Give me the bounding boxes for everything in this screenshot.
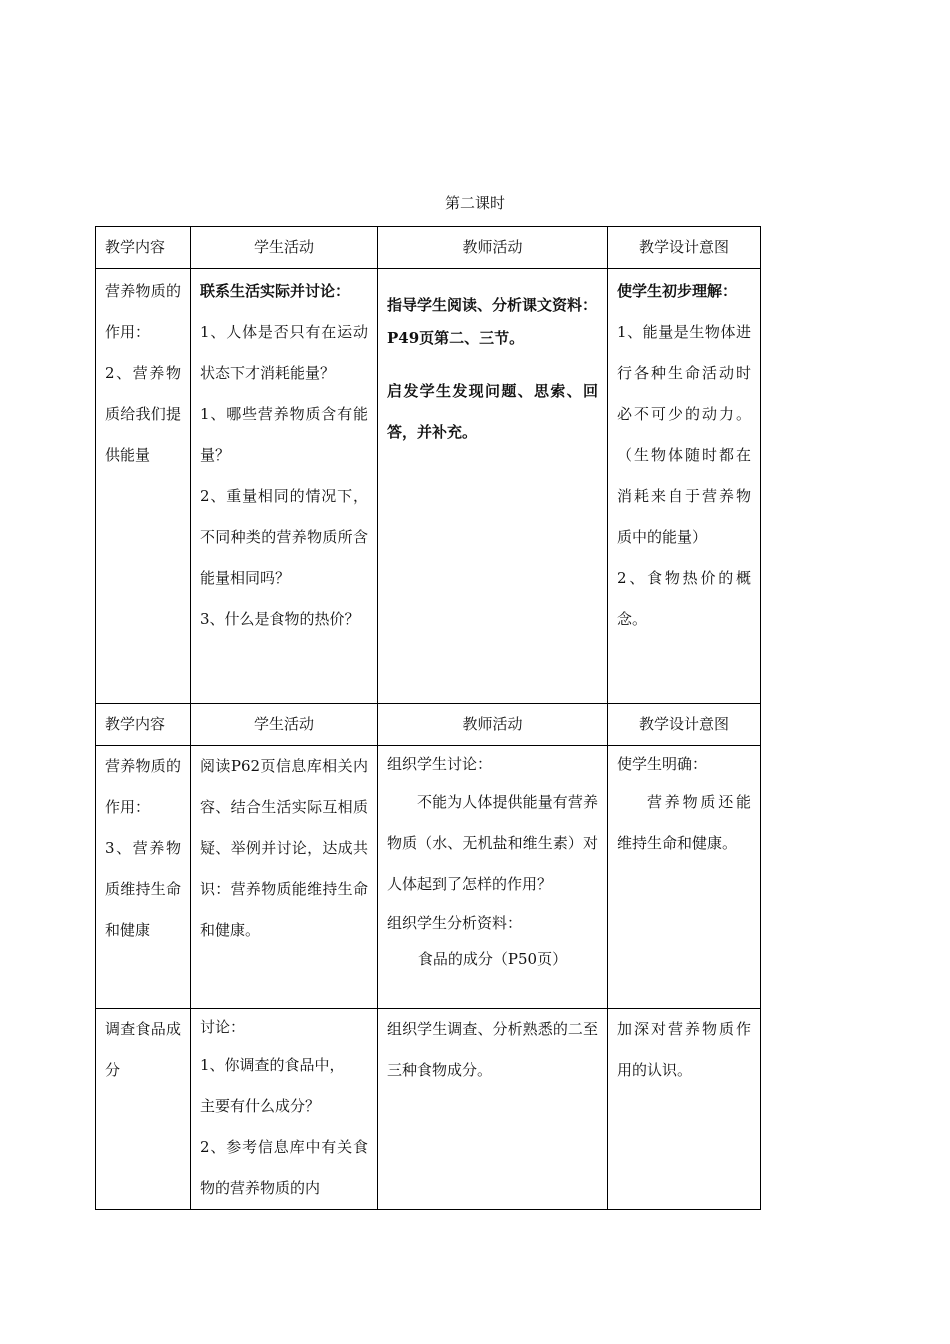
student-question: 3、什么是食物的热价？ (200, 610, 360, 628)
header-design-intent: 教学设计意图 (608, 227, 761, 269)
teacher-line: 食品的成分（P50页） (417, 950, 568, 968)
intent-line: 营养物质还能维持生命和健康。 (617, 793, 751, 852)
table-header-row (96, 227, 761, 269)
teacher-line: P49页第二、三节。 (387, 329, 525, 347)
student-line: 讨论： (200, 1018, 246, 1036)
header-content: 教学内容 (96, 227, 191, 269)
student-heading: 联系生活实际并讨论： (200, 282, 351, 300)
intent-line: 2、食物热价的概念。 (617, 569, 751, 628)
teacher-line: 启发学生发现问题、思索、回答，并补充。 (387, 382, 598, 441)
content-line: 营养物质的作用： (105, 757, 181, 816)
intent-line: 使学生明确： (617, 755, 708, 773)
table-header-row (96, 704, 761, 746)
student-line: 主要有什么成分？ (200, 1097, 321, 1115)
header-student-activity: 学生活动 (191, 227, 378, 269)
table-row (96, 1009, 761, 1210)
content-cell (96, 269, 191, 704)
student-activity-cell (191, 1009, 378, 1210)
content-line: 3、营养物质维持生命和健康 (105, 839, 181, 939)
page-title: 第二课时 (444, 194, 505, 212)
content-line: 营养物质的作用： (105, 282, 181, 341)
header-content: 教学内容 (96, 704, 191, 746)
intent-heading: 使学生初步理解： (617, 282, 738, 300)
student-question: 1、哪些营养物质含有能量？ (200, 405, 368, 464)
student-activity-cell: 阅读P62页信息库相关内容、结合生活实际互相质疑、举例并讨论，达成共识：营养物质能维持生命和健康。 (191, 746, 378, 1009)
table-row (96, 746, 761, 1009)
header-student-activity: 学生活动 (191, 704, 378, 746)
student-line: 1、你调查的食品中， (200, 1056, 345, 1074)
teacher-line: 指导学生阅读、分析课文资料： (387, 296, 598, 314)
content-cell (96, 746, 191, 1009)
student-question: 1、人体是否只有在运动状态下才消耗能量？ (200, 323, 368, 382)
teacher-line: 组织学生分析资料： (387, 914, 523, 932)
content-line: 2、营养物质给我们提供能量 (105, 364, 181, 464)
content-cell: 调查食品成分 (96, 1009, 191, 1210)
lesson-plan-table (95, 226, 761, 1210)
design-intent-cell: 加深对营养物质作用的认识。 (608, 1009, 761, 1210)
design-intent-cell (608, 269, 761, 704)
teacher-activity-cell (378, 269, 608, 704)
header-teacher-activity: 教师活动 (378, 227, 608, 269)
student-question: 2、重量相同的情况下，不同种类的营养物质所含能量相同吗？ (200, 487, 368, 587)
teacher-activity-cell (378, 746, 608, 1009)
intent-line: 1、能量是生物体进行各种生命活动时必不可少的动力。（生物体随时都在消耗来自于营养物质中的能量） (617, 323, 751, 546)
table-row (96, 269, 761, 704)
teacher-activity-cell: 组织学生调查、分析熟悉的二至三种食物成分。 (378, 1009, 608, 1210)
header-teacher-activity: 教师活动 (378, 704, 608, 746)
header-design-intent: 教学设计意图 (608, 704, 761, 746)
student-activity-cell (191, 269, 378, 704)
teacher-line: 不能为人体提供能量有营养物质（水、无机盐和维生素）对人体起到了怎样的作用？ (387, 793, 598, 893)
design-intent-cell (608, 746, 761, 1009)
teacher-line: 组织学生讨论： (387, 755, 493, 773)
student-line: 2、参考信息库中有关食物的营养物质的内 (200, 1138, 368, 1197)
